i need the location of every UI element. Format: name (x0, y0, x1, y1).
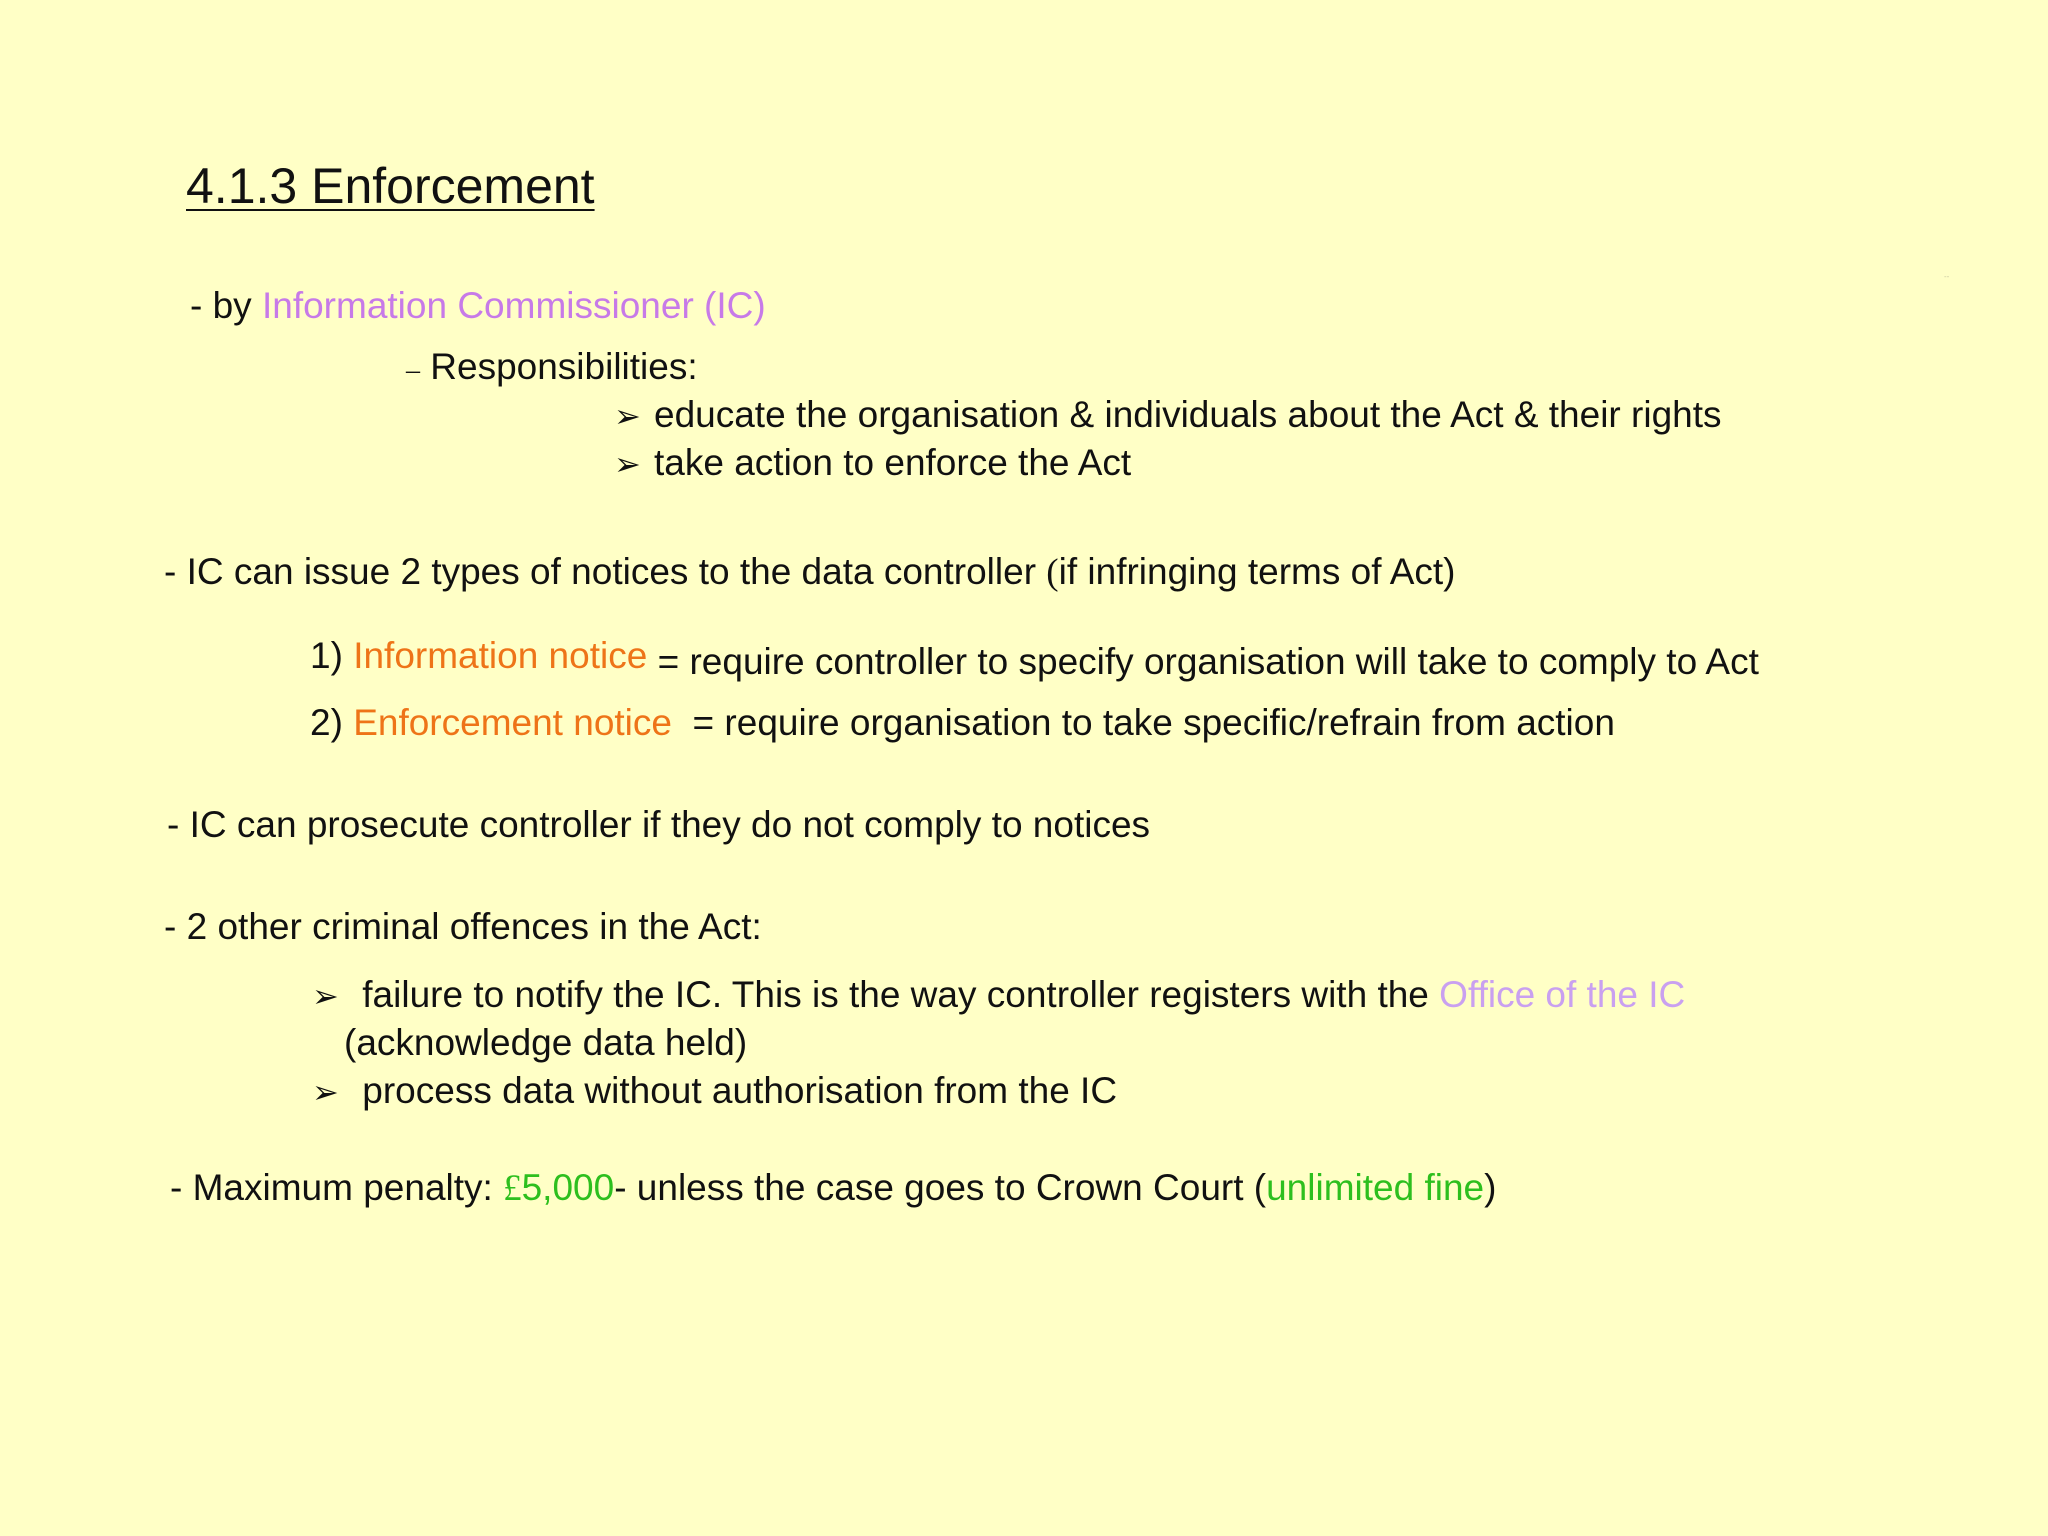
offences-intro: - 2 other criminal offences in the Act: (164, 906, 762, 947)
enforced-by-line (190, 283, 766, 329)
penalty-end: ) (1484, 1167, 1497, 1208)
notice-description: = require controller to specify organisation will take to comply to Act (647, 641, 1759, 682)
unlimited-fine-text: unlimited fine (1266, 1167, 1485, 1208)
responsibilities-dash: – (406, 355, 420, 386)
penalty-middle: - unless the case goes to Crown Court ( (614, 1167, 1267, 1208)
penalty-line (170, 1165, 1496, 1212)
enforced-by-prefix: - by (190, 285, 262, 326)
responsibilities-label: Responsibilities: (420, 346, 698, 387)
information-commissioner-text: Information Commissioner (IC) (261, 285, 766, 326)
notices-intro-condition: if infringing terms of Act) (1058, 551, 1456, 592)
penalty-prefix: - Maximum penalty: (170, 1167, 504, 1208)
faint-mark: -- (1944, 272, 1950, 281)
notice-name: Information notice (353, 635, 648, 676)
responsibilities-heading (406, 344, 698, 394)
offence-continuation: (acknowledge data held) (344, 1022, 748, 1063)
notices-intro-text: - IC can issue 2 types of notices to the data controller (164, 551, 1047, 592)
responsibility-item (614, 440, 1131, 487)
penalty-pound-sign: £ (503, 1168, 522, 1209)
responsibility-item (614, 392, 1722, 439)
responsibility-text: take action to enforce the Act (654, 442, 1132, 483)
notices-intro (164, 549, 1456, 596)
prosecute-line: - IC can prosecute controller if they do not comply to notices (167, 804, 1151, 845)
responsibility-text: educate the organisation & individuals about the Act & their rights (654, 394, 1722, 435)
arrow-bullet-icon: ➢ (312, 977, 339, 1015)
offence-text: failure to notify the IC. This is the way controller registers with the (352, 974, 1440, 1015)
notice-number: 1) (310, 635, 354, 676)
offence-item (312, 972, 1685, 1019)
notices-intro-paren: ( (1046, 552, 1059, 593)
office-of-ic-text: Office of the IC (1439, 974, 1686, 1015)
arrow-bullet-icon: ➢ (614, 397, 641, 435)
penalty-amount: 5,000 (521, 1167, 615, 1208)
notice-number: 2) (310, 702, 354, 743)
arrow-bullet-icon: ➢ (312, 1073, 339, 1111)
notice-name: Enforcement notice (353, 702, 672, 743)
offence-item (312, 1068, 1117, 1115)
arrow-bullet-icon: ➢ (614, 445, 641, 483)
offence-text: process data without authorisation from the IC (352, 1070, 1118, 1111)
notice-item (310, 700, 1615, 746)
slide-title: 4.1.3 Enforcement (186, 158, 595, 214)
notice-description: = require organisation to take specific/refrain from action (671, 702, 1615, 743)
notice-item (310, 633, 1759, 682)
